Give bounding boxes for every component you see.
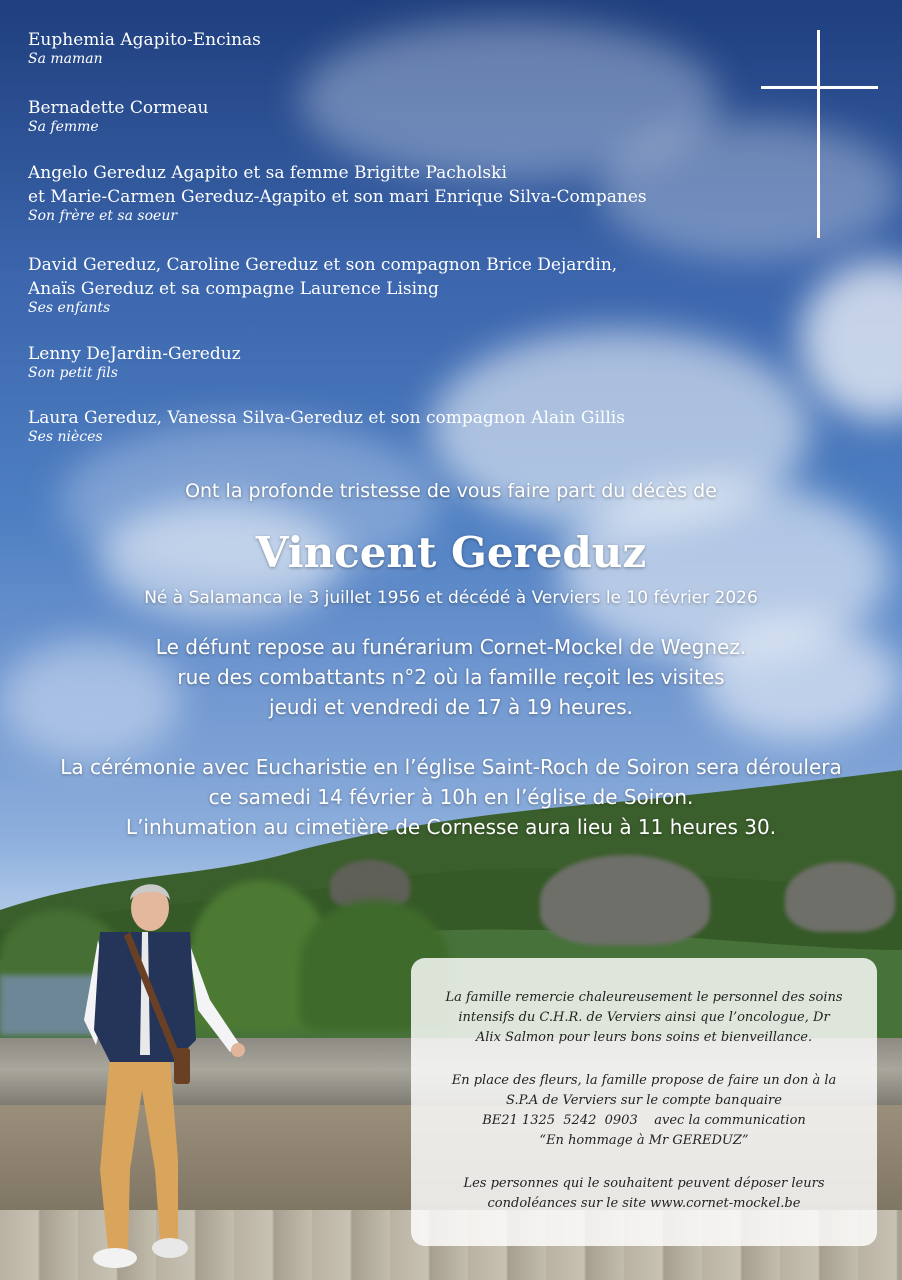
family-block-2	[28, 161, 647, 225]
thanks-paragraph	[426, 988, 862, 1048]
ceremony-line: L’inhumation au cimetière de Cornesse aura lieu à 11 heures 30.	[125, 815, 777, 839]
donation-line: “En hommage à Mr GEREDUZ”	[539, 1133, 749, 1148]
thanks-line: intensifs du C.H.R. de Verviers ainsi que l’oncologue, Dr	[458, 1010, 830, 1025]
cross-icon-bar	[761, 86, 878, 89]
condolences-line: condoléances sur le site www.cornet-mockel.be	[487, 1196, 801, 1211]
announcement-intro: Ont la profonde tristesse de vous faire part du décès de	[185, 480, 717, 502]
family-name-line: Anaïs Gereduz et sa compagne Laurence Lising	[28, 279, 439, 299]
donation-line: S.P.A de Verviers sur le compte banquaire	[506, 1093, 782, 1108]
ceremony-line: La cérémonie avec Eucharistie en l’église Saint-Roch de Soiron sera déroulera	[60, 755, 842, 779]
family-name-line: et Marie-Carmen Gereduz-Agapito et son mari Enrique Silva-Companes	[28, 187, 647, 207]
family-name-line: David Gereduz, Caroline Gereduz et son compagnon Brice Dejardin,	[28, 255, 618, 275]
family-name-line: Angelo Gereduz Agapito et sa femme Brigitte Pacholski	[28, 163, 507, 183]
thanks-line: La famille remercie chaleureusement le personnel des soins	[445, 990, 843, 1005]
family-block-4	[28, 342, 241, 382]
family-relation: Son petit fils	[28, 365, 118, 381]
ceremony-line: ce samedi 14 février à 10h en l’église de Soiron.	[208, 785, 694, 809]
donation-line: En place des fleurs, la famille propose de faire un don à la	[451, 1073, 837, 1088]
donation-paragraph	[426, 1071, 862, 1151]
donation-line: BE21 1325 5242 0903 avec la communication	[482, 1113, 806, 1128]
family-relation: Ses enfants	[28, 300, 111, 316]
ceremony-info	[0, 752, 902, 842]
thanks-card	[411, 958, 877, 1246]
repose-line: jeudi et vendredi de 17 à 19 heures.	[269, 695, 633, 719]
rock	[540, 855, 710, 945]
family-name-line: Lenny DeJardin-Gereduz	[28, 344, 241, 364]
rock	[785, 862, 895, 932]
family-name-line: Euphemia Agapito-Encinas	[28, 30, 261, 50]
deceased-name: Vincent Gereduz	[255, 528, 647, 577]
condolences-paragraph	[426, 1174, 862, 1214]
family-relation: Ses nièces	[28, 429, 103, 445]
family-relation: Sa maman	[28, 51, 103, 67]
thanks-line: Alix Salmon pour leurs bons soins et bienveillance.	[475, 1030, 813, 1045]
family-block-5	[28, 406, 625, 446]
birth-death-line: Né à Salamanca le 3 juillet 1956 et décédé à Verviers le 10 février 2026	[144, 588, 758, 608]
cloud	[800, 260, 902, 420]
repose-line: Le défunt repose au funérarium Cornet-Mockel de Wegnez.	[155, 635, 747, 659]
family-block-3	[28, 253, 617, 317]
family-name-line: Bernadette Cormeau	[28, 98, 209, 118]
family-block-1	[28, 96, 208, 136]
family-name-line: Laura Gereduz, Vanessa Silva-Gereduz et son compagnon Alain Gillis	[28, 408, 625, 428]
condolences-line: Les personnes qui le souhaitent peuvent déposer leurs	[463, 1176, 825, 1191]
family-relation: Sa femme	[28, 119, 99, 135]
deceased-photo	[70, 870, 260, 1280]
repose-line: rue des combattants n°2 où la famille reçoit les visites	[177, 665, 725, 689]
cross-icon	[817, 30, 820, 238]
family-block-0	[28, 28, 261, 68]
family-relation: Son frère et sa soeur	[28, 208, 178, 224]
repose-info	[0, 632, 902, 722]
